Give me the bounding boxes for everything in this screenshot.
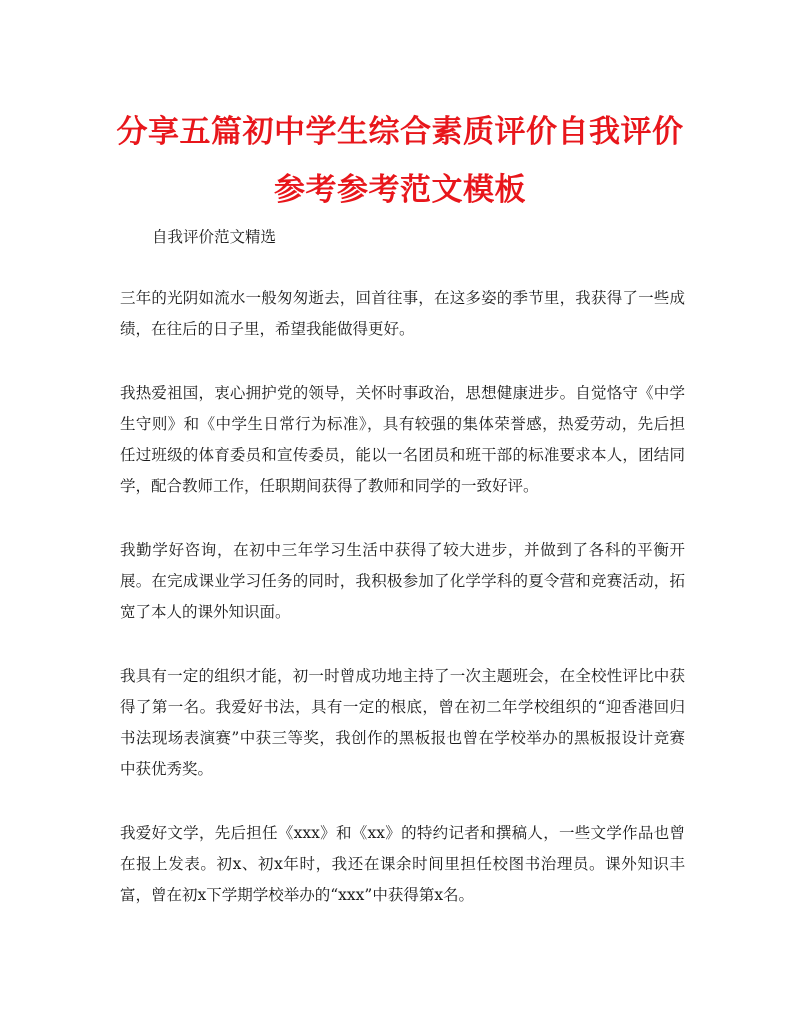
document-subtitle: 自我评价范文精选: [152, 228, 277, 246]
document-body: [120, 283, 685, 944]
paragraph-4: 我具有一定的组织才能，初一时曾成功地主持了一次主题班会，在全校性评比中获得了第一名。我爱好书法，具有一定的根底，曾在初二年学校组织的“迎香港回归书法现场表演赛”中获三等奖，我创作的黑板报也曾在学校举办的黑板报设计竞赛中获优秀奖。: [120, 667, 685, 778]
paragraph-2: 我热爱祖国，衷心拥护党的领导，关怀时事政治，思想健康进步。自觉恪守《中学生守则》和《中学生日常行为标准》，具有较强的集体荣誉感，热爱劳动，先后担任过班级的体育委员和宣传委员，能以一名团员和班干部的标准要求本人，团结同学，配合教师工作，任职期间获得了教师和同学的一致好评。: [120, 384, 685, 495]
paragraph-5: 我爱好文学，先后担任《xxx》和《xx》的特约记者和撰稿人，一些文学作品也曾在报上发表。初x、初x年时，我还在课余时间里担任校图书治理员。课外知识丰富，曾在初x下学期学校举办的“xxx”中获得第x名。: [120, 824, 685, 904]
document-title-line-2: 参考参考范文模板: [274, 172, 526, 208]
document-title-line-1: 分享五篇初中学生综合素质评价自我评价: [116, 114, 684, 150]
paragraph-3: 我勤学好咨询，在初中三年学习生活中获得了较大进步，并做到了各科的平衡开展。在完成课业学习任务的同时，我积极参加了化学学科的夏令营和竞赛活动，拓宽了本人的课外知识面。: [120, 541, 685, 621]
paragraph-1: 三年的光阴如流水一般匆匆逝去，回首往事，在这多姿的季节里，我获得了一些成绩，在往后的日子里，希望我能做得更好。: [120, 289, 685, 338]
